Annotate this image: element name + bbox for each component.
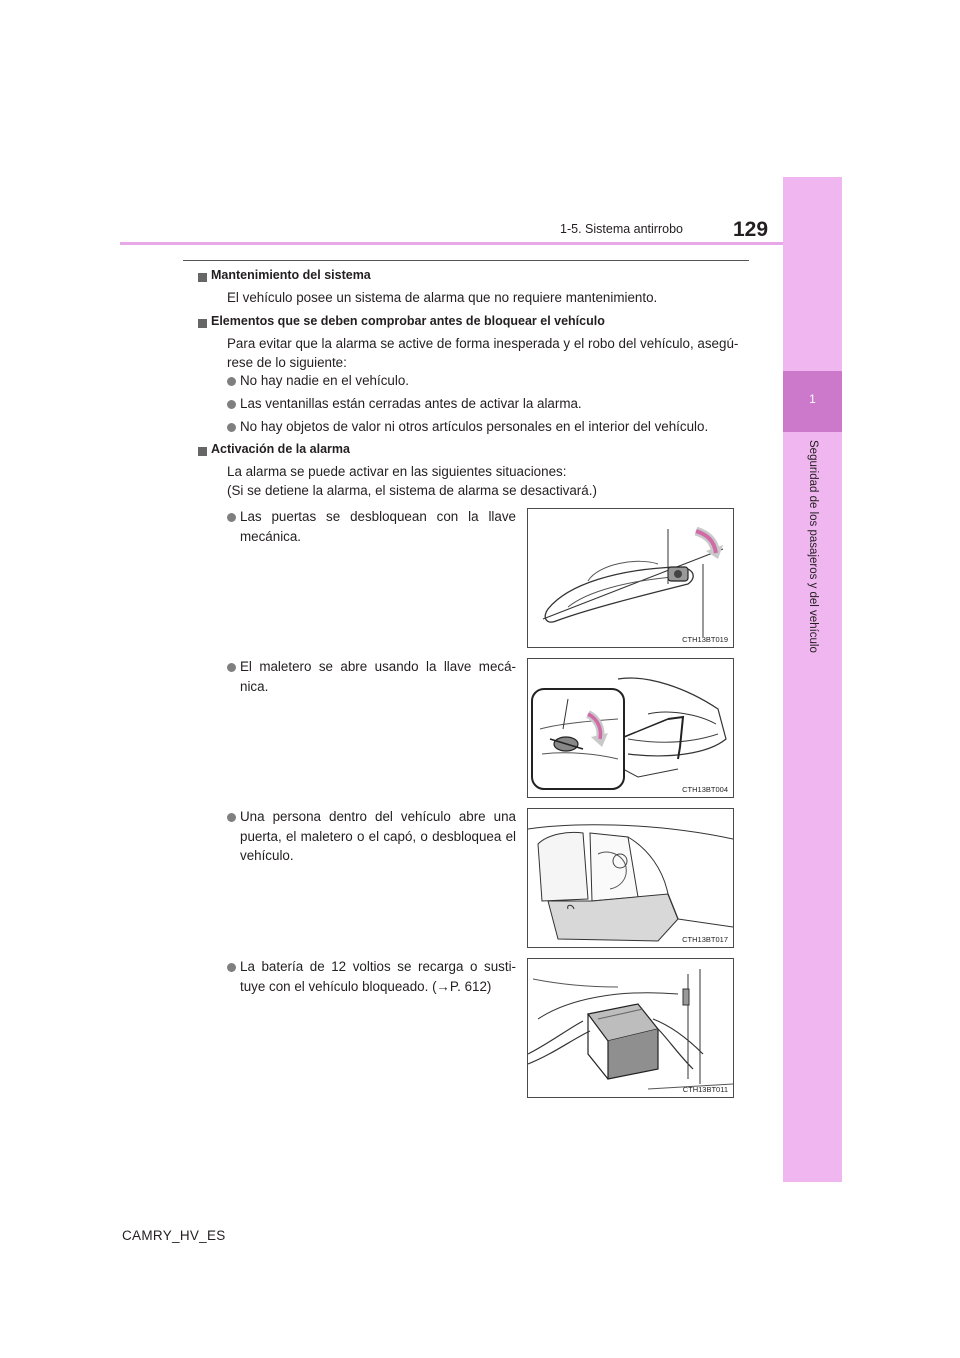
- bullet-icon: [227, 813, 236, 822]
- page-number: 129: [733, 218, 769, 241]
- figure-code: CTH13BT011: [682, 1085, 728, 1094]
- figure-code: CTH13BT019: [682, 635, 728, 644]
- figure-code: CTH13BT017: [682, 935, 728, 944]
- section-heading: Elementos que se deben comprobar antes de bloquear el vehículo: [211, 314, 605, 328]
- section-text: El vehículo posee un sistema de alarma que no requiere mantenimiento.: [227, 290, 658, 305]
- bullet-icon: [227, 963, 236, 972]
- bullet-icon: [227, 513, 236, 522]
- section-text-line: rese de lo siguiente:: [227, 355, 347, 370]
- section-text-line: La alarma se puede activar en las siguientes situaciones:: [227, 464, 567, 479]
- bullet-icon: [227, 423, 236, 432]
- chapter-title: Seguridad de los pasajeros y del vehículo: [807, 440, 819, 653]
- battery-replacement-illustration: [527, 958, 734, 1098]
- bullet-icon: [227, 663, 236, 672]
- chapter-title-vertical: [807, 440, 819, 680]
- chapter-number: 1: [809, 392, 816, 406]
- door-handle-drawing: [528, 509, 733, 647]
- bullet-icon: [227, 400, 236, 409]
- content-rule: [183, 260, 749, 261]
- trunk-lock-illustration: [527, 658, 734, 798]
- heading-square-icon: [198, 447, 207, 456]
- bullet-item: La batería de 12 voltios se recarga o susti-tuye con el vehículo bloqueado. (→P. 612): [240, 959, 516, 994]
- heading-square-icon: [198, 273, 207, 282]
- section-heading: Activación de la alarma: [211, 442, 350, 456]
- footer-model-code: CAMRY_HV_ES: [122, 1228, 226, 1243]
- battery-replacement-drawing: [528, 959, 733, 1097]
- bullet-icon: [227, 377, 236, 386]
- heading-square-icon: [198, 319, 207, 328]
- trunk-lock-drawing: [528, 659, 733, 797]
- bullet-item: No hay objetos de valor ni otros artículos personales en el interior del vehículo.: [240, 419, 709, 434]
- door-handle-illustration: [527, 508, 734, 648]
- section-title: 1-5. Sistema antirrobo: [560, 222, 683, 236]
- section-text-line: Para evitar que la alarma se active de forma inesperada y el robo del vehículo, asegú-: [227, 336, 739, 351]
- person-opening-door-illustration: [527, 808, 734, 948]
- bullet-item: Las ventanillas están cerradas antes de activar la alarma.: [240, 396, 582, 411]
- bullet-item: El maletero se abre usando la llave mecá-nica.: [240, 659, 516, 694]
- section-text-line: (Si se detiene la alarma, el sistema de alarma se desactivará.): [227, 483, 597, 498]
- section-heading: Mantenimiento del sistema: [211, 268, 371, 282]
- bullet-item: No hay nadie en el vehículo.: [240, 373, 409, 388]
- bullet-item: Las puertas se desbloquean con la llave mecánica.: [240, 509, 516, 544]
- header-rule: [120, 242, 783, 245]
- bullet-item: Una persona dentro del vehículo abre una puerta, el maletero o el capó, o desbloquea el vehículo.: [240, 809, 516, 863]
- figure-code: CTH13BT004: [682, 785, 728, 794]
- person-opening-door-drawing: [528, 809, 733, 947]
